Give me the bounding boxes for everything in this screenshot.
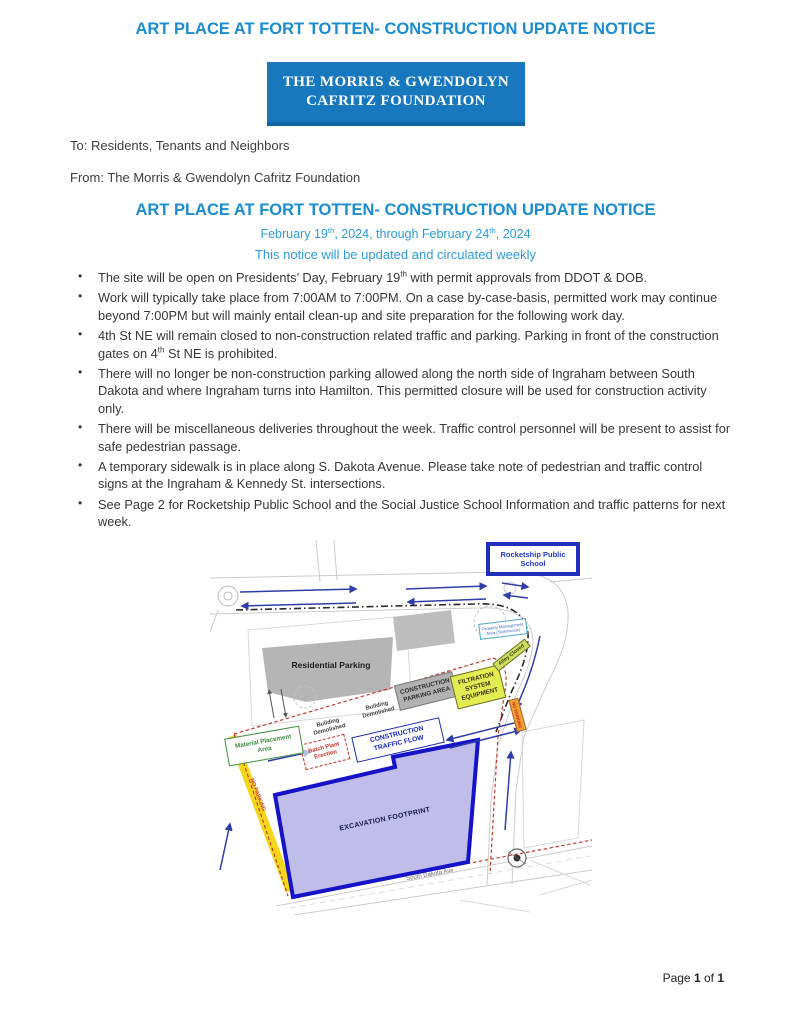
bullet-item — [70, 496, 732, 531]
filtration-equipment-label: FILTRATION SYSTEM EQUIPMENT — [450, 664, 507, 709]
superscript-text: th — [327, 225, 335, 235]
bullet-dot: • — [78, 365, 83, 380]
to-line: To: Residents, Tenants and Neighbors — [70, 138, 290, 153]
text-segment: There will no longer be non-construction parking allowed along the north side of Ingraham between South Dakota and where Ingraham turns into Hamilton. This permitted closure will be used for construction activity only. — [98, 366, 707, 416]
superscript-text: th — [400, 269, 407, 279]
logo-line-1: THE MORRIS & GWENDOLYN — [282, 74, 510, 91]
bullet-text — [98, 290, 717, 322]
from-line: From: The Morris & Gwendolyn Cafritz Foundation — [70, 170, 361, 185]
text-segment: , 2024, through February 24 — [334, 227, 490, 241]
text-segment: with permit approvals from DDOT & DOB. — [406, 270, 648, 285]
construction-parking-label: CONSTRUCTION PARKING AREA — [394, 671, 458, 710]
bullet-dot: • — [78, 327, 83, 342]
superscript-text: th — [157, 345, 165, 355]
bullet-text — [98, 366, 707, 416]
site-plan-map — [210, 540, 592, 915]
south-dakota-ave-label: South Dakota Ave — [405, 867, 455, 883]
batch-plant-label: Batch Plant Erection — [299, 734, 350, 771]
logo-line-2: CAFRITZ FOUNDATION — [306, 93, 486, 109]
text-segment: February 19 — [260, 227, 328, 241]
bullet-item — [70, 327, 732, 362]
footer-mid: of — [700, 971, 718, 985]
footer-current-page: 1 — [693, 971, 701, 985]
bullet-item — [70, 269, 732, 286]
bullet-dot: • — [78, 495, 83, 510]
excavation-footprint-label: EXCAVATION FOOTPRINT — [338, 806, 432, 833]
bullet-list — [70, 269, 732, 534]
text-segment: , 2024 — [495, 227, 531, 241]
footer-prefix: Page — [662, 971, 694, 985]
bullet-dot: • — [78, 458, 83, 473]
bullet-text — [98, 421, 730, 453]
rocketship-school-sign: Rocketship Public School — [486, 542, 580, 576]
bullet-dot: • — [78, 420, 83, 435]
property-management-label: Property Management Area (Storehouse) — [478, 618, 528, 640]
bullet-text — [98, 497, 725, 529]
text-segment: St NE is prohibited. — [164, 345, 278, 361]
bullet-text — [98, 328, 719, 360]
footer-total-pages: 1 — [717, 971, 724, 985]
no-parking-tag-left: NO PARKING — [248, 777, 267, 813]
no-parking-tag-right: NO PARKING — [508, 698, 526, 733]
cafritz-foundation-logo — [267, 62, 525, 126]
text-segment: The site will be open on Presidents’ Day, February 19 — [98, 270, 401, 285]
bullet-item — [70, 365, 732, 417]
north-building-shape — [393, 610, 455, 651]
building-demolished-label: Building Demolished — [313, 717, 347, 738]
date-range — [0, 227, 791, 241]
notice-subtitle: This notice will be updated and circulated weekly — [254, 247, 537, 262]
bullet-text — [98, 459, 702, 491]
bullet-item — [70, 458, 732, 493]
bullet-item — [70, 289, 732, 324]
document-title: ART PLACE AT FORT TOTTEN- CONSTRUCTION UPDATE NOTICE — [135, 20, 656, 38]
material-placement-label: Material Placement Area — [224, 726, 304, 766]
residential-parking-label: Residential Parking — [291, 660, 371, 670]
bullet-dot: • — [78, 269, 83, 283]
bullet-text — [98, 270, 647, 285]
page-footer — [663, 971, 724, 985]
notice-heading: ART PLACE AT FORT TOTTEN- CONSTRUCTION UPDATE NOTICE — [135, 201, 656, 219]
text-segment: 4th St NE will remain closed to non-construction related traffic and parking. Parking in front of the construction gates on 4 — [98, 328, 719, 361]
building-demolished-label: Building Demolished — [362, 700, 396, 721]
construction-traffic-flow-label: CONSTRUCTION TRAFFIC FLOW — [351, 717, 444, 762]
text-segment: See Page 2 for Rocketship Public School and the Social Justice School Information and traffic patterns for next week. — [98, 496, 726, 530]
alley-closed-tag: Alley Closed — [492, 638, 531, 671]
superscript-text: th — [489, 225, 496, 235]
text-segment: There will be miscellaneous deliveries throughout the week. Traffic control personnel will be present to assist for safe pedestrian passage. — [98, 421, 731, 454]
bullet-dot: • — [78, 289, 83, 304]
bullet-item — [70, 420, 732, 455]
water-tank — [508, 849, 526, 867]
text-segment: Work will typically take place from 7:00AM to 7:00PM. On a case by-case-basis, permitted work may continue beyond 7:00PM but will mainly entail clean-up and site preparation for the following work day. — [98, 290, 718, 323]
text-segment: A temporary sidewalk is in place along S. Dakota Avenue. Please take note of pedestrian and traffic control signs at the Ingraham & Kennedy St. intersections. — [98, 459, 703, 492]
